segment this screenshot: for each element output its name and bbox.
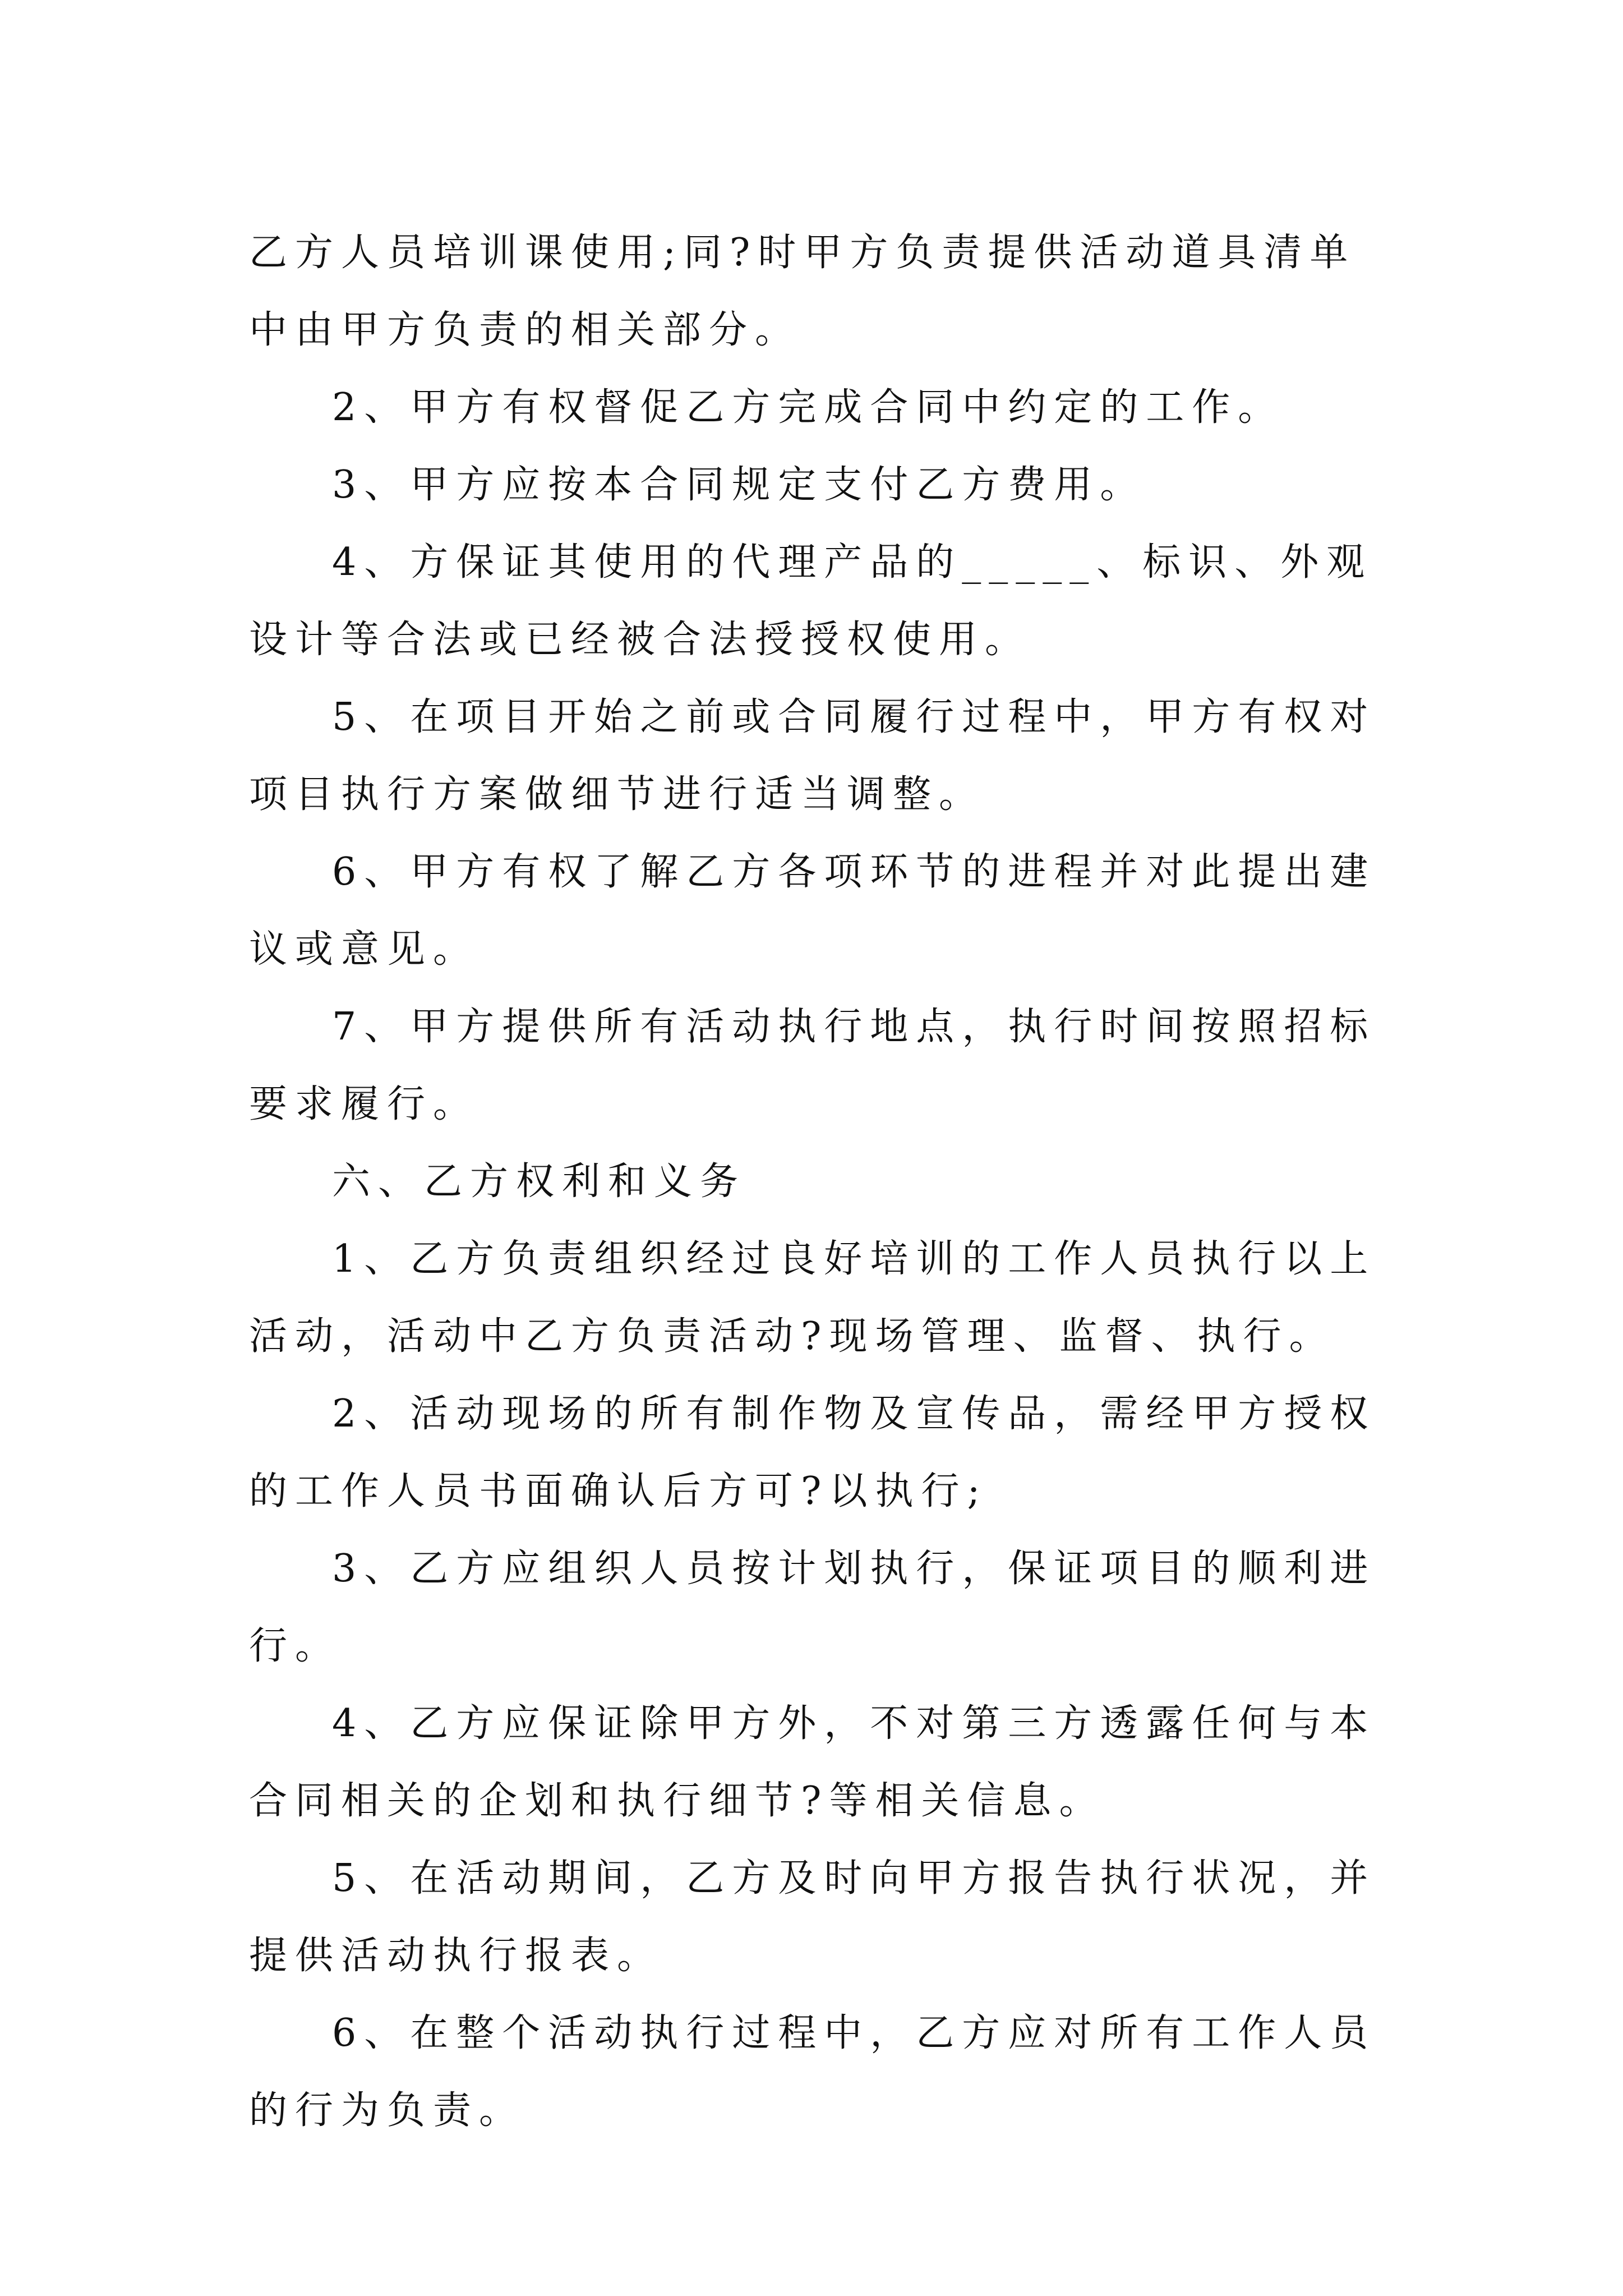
paragraph-party-b-item-2: 2、活动现场的所有制作物及宣传品，需经甲方授权的工作人员书面确认后方可?以执行; xyxy=(249,1392,1376,1513)
paragraph-party-b-item-5: 5、在活动期间，乙方及时向甲方报告执行状况，并提供活动执行报表。 xyxy=(249,1856,1376,1978)
paragraph-continuation: 乙方人员培训课使用;同?时甲方负责提供活动道具清单中由甲方负责的相关部分。 xyxy=(249,231,1356,352)
paragraph-party-a-item-2: 2、甲方有权督促乙方完成合同中约定的工作。 xyxy=(332,385,1284,430)
paragraph-party-b-item-6: 6、在整个活动执行过程中，乙方应对所有工作人员的行为负责。 xyxy=(249,2011,1376,2133)
paragraph-party-a-item-4: 4、方保证其使用的代理产品的_____、标识、外观设计等合法或已经被合法授授权使用。 xyxy=(249,540,1373,662)
section-heading-party-b: 六、乙方权利和义务 xyxy=(332,1159,746,1204)
paragraph-party-a-item-3: 3、甲方应按本合同规定支付乙方费用。 xyxy=(332,463,1146,507)
paragraph-party-a-item-6: 6、甲方有权了解乙方各项环节的进程并对此提出建议或意见。 xyxy=(249,850,1376,972)
paragraph-party-b-item-3: 3、乙方应组织人员按计划执行，保证项目的顺利进行。 xyxy=(249,1547,1376,1668)
paragraph-party-a-item-7: 7、甲方提供所有活动执行地点，执行时间按照招标要求履行。 xyxy=(249,1005,1376,1126)
paragraph-party-b-item-1: 1、乙方负责组织经过良好培训的工作人员执行以上活动，活动中乙方负责活动?现场管理、监督、执行。 xyxy=(249,1237,1376,1359)
document-body xyxy=(249,214,1382,2150)
paragraph-party-a-item-5: 5、在项目开始之前或合同履行过程中，甲方有权对项目执行方案做细节进行适当调整。 xyxy=(249,695,1376,817)
paragraph-party-b-item-4: 4、乙方应保证除甲方外，不对第三方透露任何与本合同相关的企划和执行细节?等相关信息。 xyxy=(249,1701,1376,1823)
